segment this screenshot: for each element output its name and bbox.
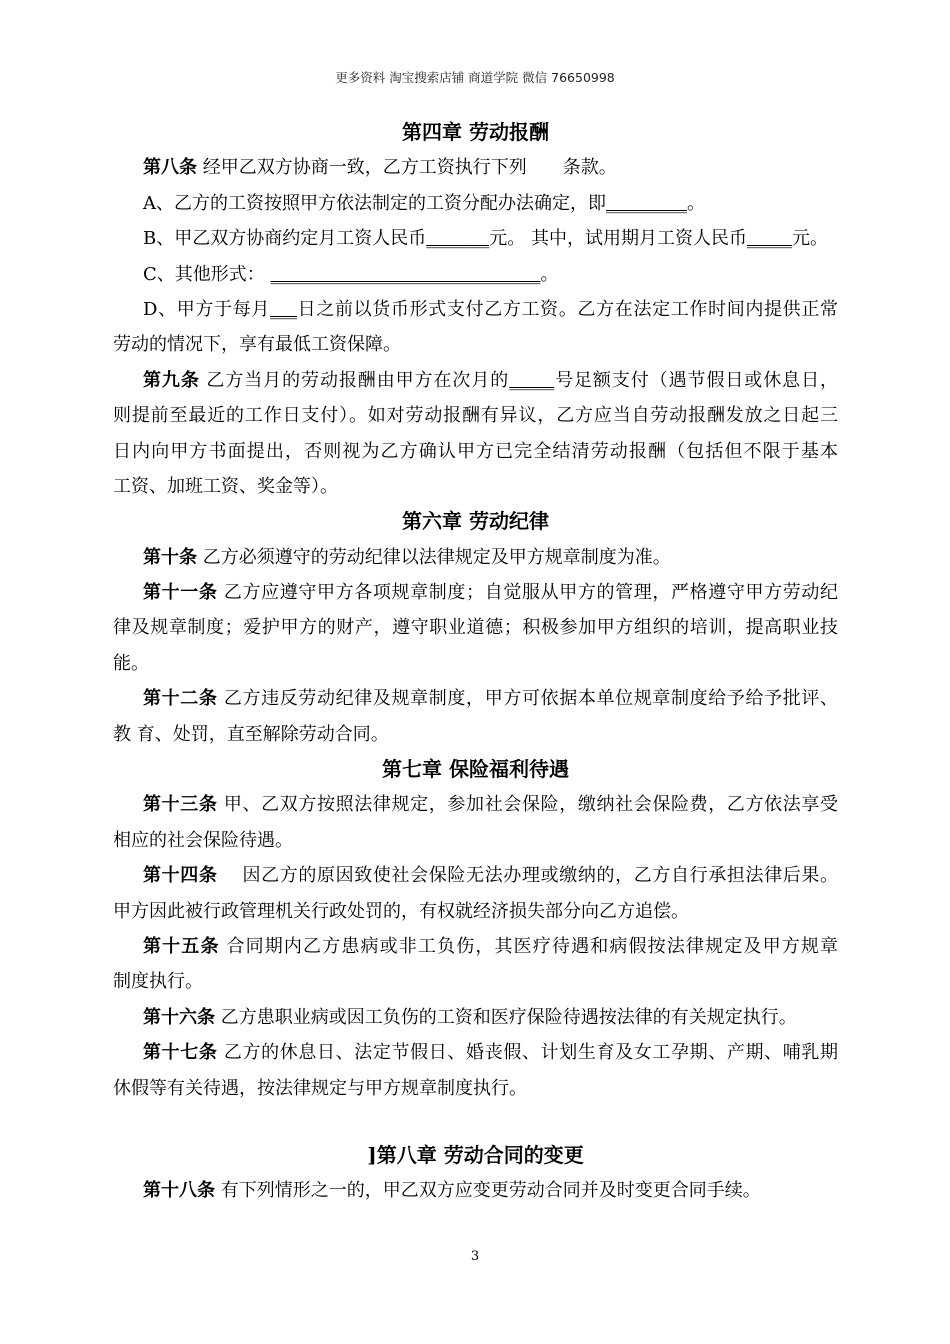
text-run: A、乙方的工资按照甲方依法制定的工资分配办法确定，即 <box>143 192 606 214</box>
text-run: 合同期内乙方患病或非工负伤，其医疗待遇和病假按法律规定及甲方规章 <box>219 935 839 957</box>
text-line <box>113 717 838 752</box>
article-paragraph <box>113 858 838 929</box>
text-run: 。 <box>540 263 559 285</box>
article-label: 第十七条 <box>143 1042 218 1064</box>
text-run: D、甲方于每月 <box>143 298 271 320</box>
text-line <box>113 894 838 929</box>
text-run: B、甲乙双方协商约定月工资人民币 <box>143 228 427 250</box>
article-paragraph <box>113 540 838 575</box>
text-run: 元。 其中，试用期月工资人民币 <box>489 228 747 250</box>
article-paragraph <box>113 681 838 752</box>
article-paragraph <box>113 186 838 221</box>
text-line <box>113 257 838 292</box>
text-line <box>113 858 838 893</box>
fill-in-blank: ___ <box>270 298 298 320</box>
text-run: 制度执行。 <box>113 971 203 993</box>
fill-in-blank: _______ <box>426 228 490 250</box>
text-run: 经甲乙双方协商一致，乙方工资执行下列 条款。 <box>197 157 617 179</box>
chapter-heading: 第七章 保险福利待遇 <box>382 757 569 782</box>
text-run: 劳动的情况下，享有最低工资保障。 <box>113 334 401 356</box>
text-line <box>113 1173 838 1208</box>
text-line <box>113 681 838 716</box>
text-run: 教 育、处罚，直至解除劳动合同。 <box>113 723 389 745</box>
text-run: 。 <box>687 192 705 214</box>
fill-in-blank: ______________________________ <box>270 263 541 285</box>
text-run: 则提前至最近的工作日支付）。如对劳动报酬有异议，乙方应当自劳动报酬发放之日起三 <box>113 405 838 427</box>
text-line <box>113 327 838 362</box>
text-line <box>113 186 838 221</box>
page-number: 3 <box>470 1249 480 1264</box>
article-paragraph <box>113 292 838 363</box>
text-run: 乙方的休息日、法定节假日、婚丧假、计划生育及女工孕期、产期、哺乳期 <box>217 1042 839 1064</box>
fill-in-blank: _____ <box>746 228 792 250</box>
text-line <box>113 610 838 645</box>
text-line <box>113 221 838 256</box>
text-run: 律及规章制度；爱护甲方的财产，遵守职业道德；积极参加甲方组织的培训，提高职业技 <box>113 617 838 639</box>
text-run: C、其他形式： <box>143 263 271 285</box>
text-line <box>113 964 838 999</box>
document-body <box>113 115 838 1209</box>
text-run: 甲、乙双方按照法律规定，参加社会保险，缴纳社会保险费，乙方依法享受 <box>217 794 839 816</box>
article-label: 第十条 <box>143 546 197 568</box>
chapter-heading: ]第八章 劳动合同的变更 <box>367 1142 584 1167</box>
chapter-heading: 第六章 劳动纪律 <box>402 509 549 534</box>
article-paragraph <box>113 787 838 858</box>
article-paragraph <box>113 257 838 292</box>
text-run: 能。 <box>113 652 149 674</box>
text-line <box>113 363 838 398</box>
text-run: 乙方当月的劳动报酬由甲方在次月的 <box>199 369 510 391</box>
article-label: 第八条 <box>143 157 197 179</box>
article-paragraph <box>113 1173 838 1208</box>
text-line <box>113 787 838 822</box>
article-label: 第十八条 <box>143 1180 215 1202</box>
article-paragraph <box>113 575 838 681</box>
page-header-watermark: 更多资料 淘宝搜索店铺 商道学院 微信 76650998 <box>335 70 615 85</box>
text-line <box>113 823 838 858</box>
text-run: 乙方患职业病或因工负伤的工资和医疗保险待遇按法律的有关规定执行。 <box>215 1006 797 1028</box>
text-run: 乙方应遵守甲方各项规章制度；自觉服从甲方的管理，严格遵守甲方劳动纪 <box>217 582 839 604</box>
text-line <box>113 929 838 964</box>
text-line <box>113 1035 838 1070</box>
text-run: 相应的社会保险待遇。 <box>113 829 293 851</box>
text-line <box>113 1071 838 1106</box>
text-run: 因乙方的原因致使社会保险无法办理或缴纳的，乙方自行承担法律后果。 <box>217 865 839 887</box>
text-run: 日内向甲方书面提出，否则视为乙方确认甲方已完全结清劳动报酬（包括但不限于基本 <box>113 440 838 462</box>
text-run: 甲方因此被行政管理机关行政处罚的，有权就经济损失部分向乙方追偿。 <box>113 900 689 922</box>
article-paragraph <box>113 363 838 505</box>
text-run: 有下列情形之一的，甲乙双方应变更劳动合同并及时变更合同手续。 <box>215 1180 761 1202</box>
article-label: 第九条 <box>143 369 200 391</box>
article-paragraph <box>113 150 838 185</box>
article-paragraph <box>113 1035 838 1106</box>
text-line <box>113 398 838 433</box>
article-label: 第十四条 <box>143 865 218 887</box>
text-line <box>113 575 838 610</box>
article-label: 第十二条 <box>143 688 218 710</box>
text-line <box>113 540 838 575</box>
fill-in-blank: _________ <box>606 192 687 214</box>
text-run: 乙方必须遵守的劳动纪律以法律规定及甲方规章制度为准。 <box>197 546 671 568</box>
text-line <box>113 469 838 504</box>
article-label: 第十三条 <box>143 794 218 816</box>
article-paragraph <box>113 221 838 256</box>
chapter-heading: 第四章 劳动报酬 <box>402 120 549 144</box>
text-run: 休假等有关待遇，按法律规定与甲方规章制度执行。 <box>113 1077 527 1099</box>
text-line <box>113 434 838 469</box>
text-line <box>113 292 838 327</box>
fill-in-blank: _____ <box>509 369 555 391</box>
article-paragraph <box>113 1000 838 1035</box>
text-run: 元。 <box>791 228 828 250</box>
text-line <box>113 646 838 681</box>
text-run: 日之前以货币形式支付乙方工资。乙方在法定工作时间内提供正常 <box>297 298 838 320</box>
article-label: 第十一条 <box>143 582 218 604</box>
article-paragraph <box>113 929 838 1000</box>
text-line <box>113 150 838 185</box>
text-line <box>113 1000 838 1035</box>
spacer <box>113 1106 838 1138</box>
text-run: 乙方违反劳动纪律及规章制度，甲方可依据本单位规章制度给予给予批评、 <box>217 688 839 710</box>
article-label: 第十五条 <box>143 935 220 957</box>
text-run: 工资、加班工资、奖金等）。 <box>113 475 338 497</box>
text-run: 号足额支付（遇节假日或休息日， <box>554 369 838 391</box>
article-label: 第十六条 <box>143 1006 215 1028</box>
